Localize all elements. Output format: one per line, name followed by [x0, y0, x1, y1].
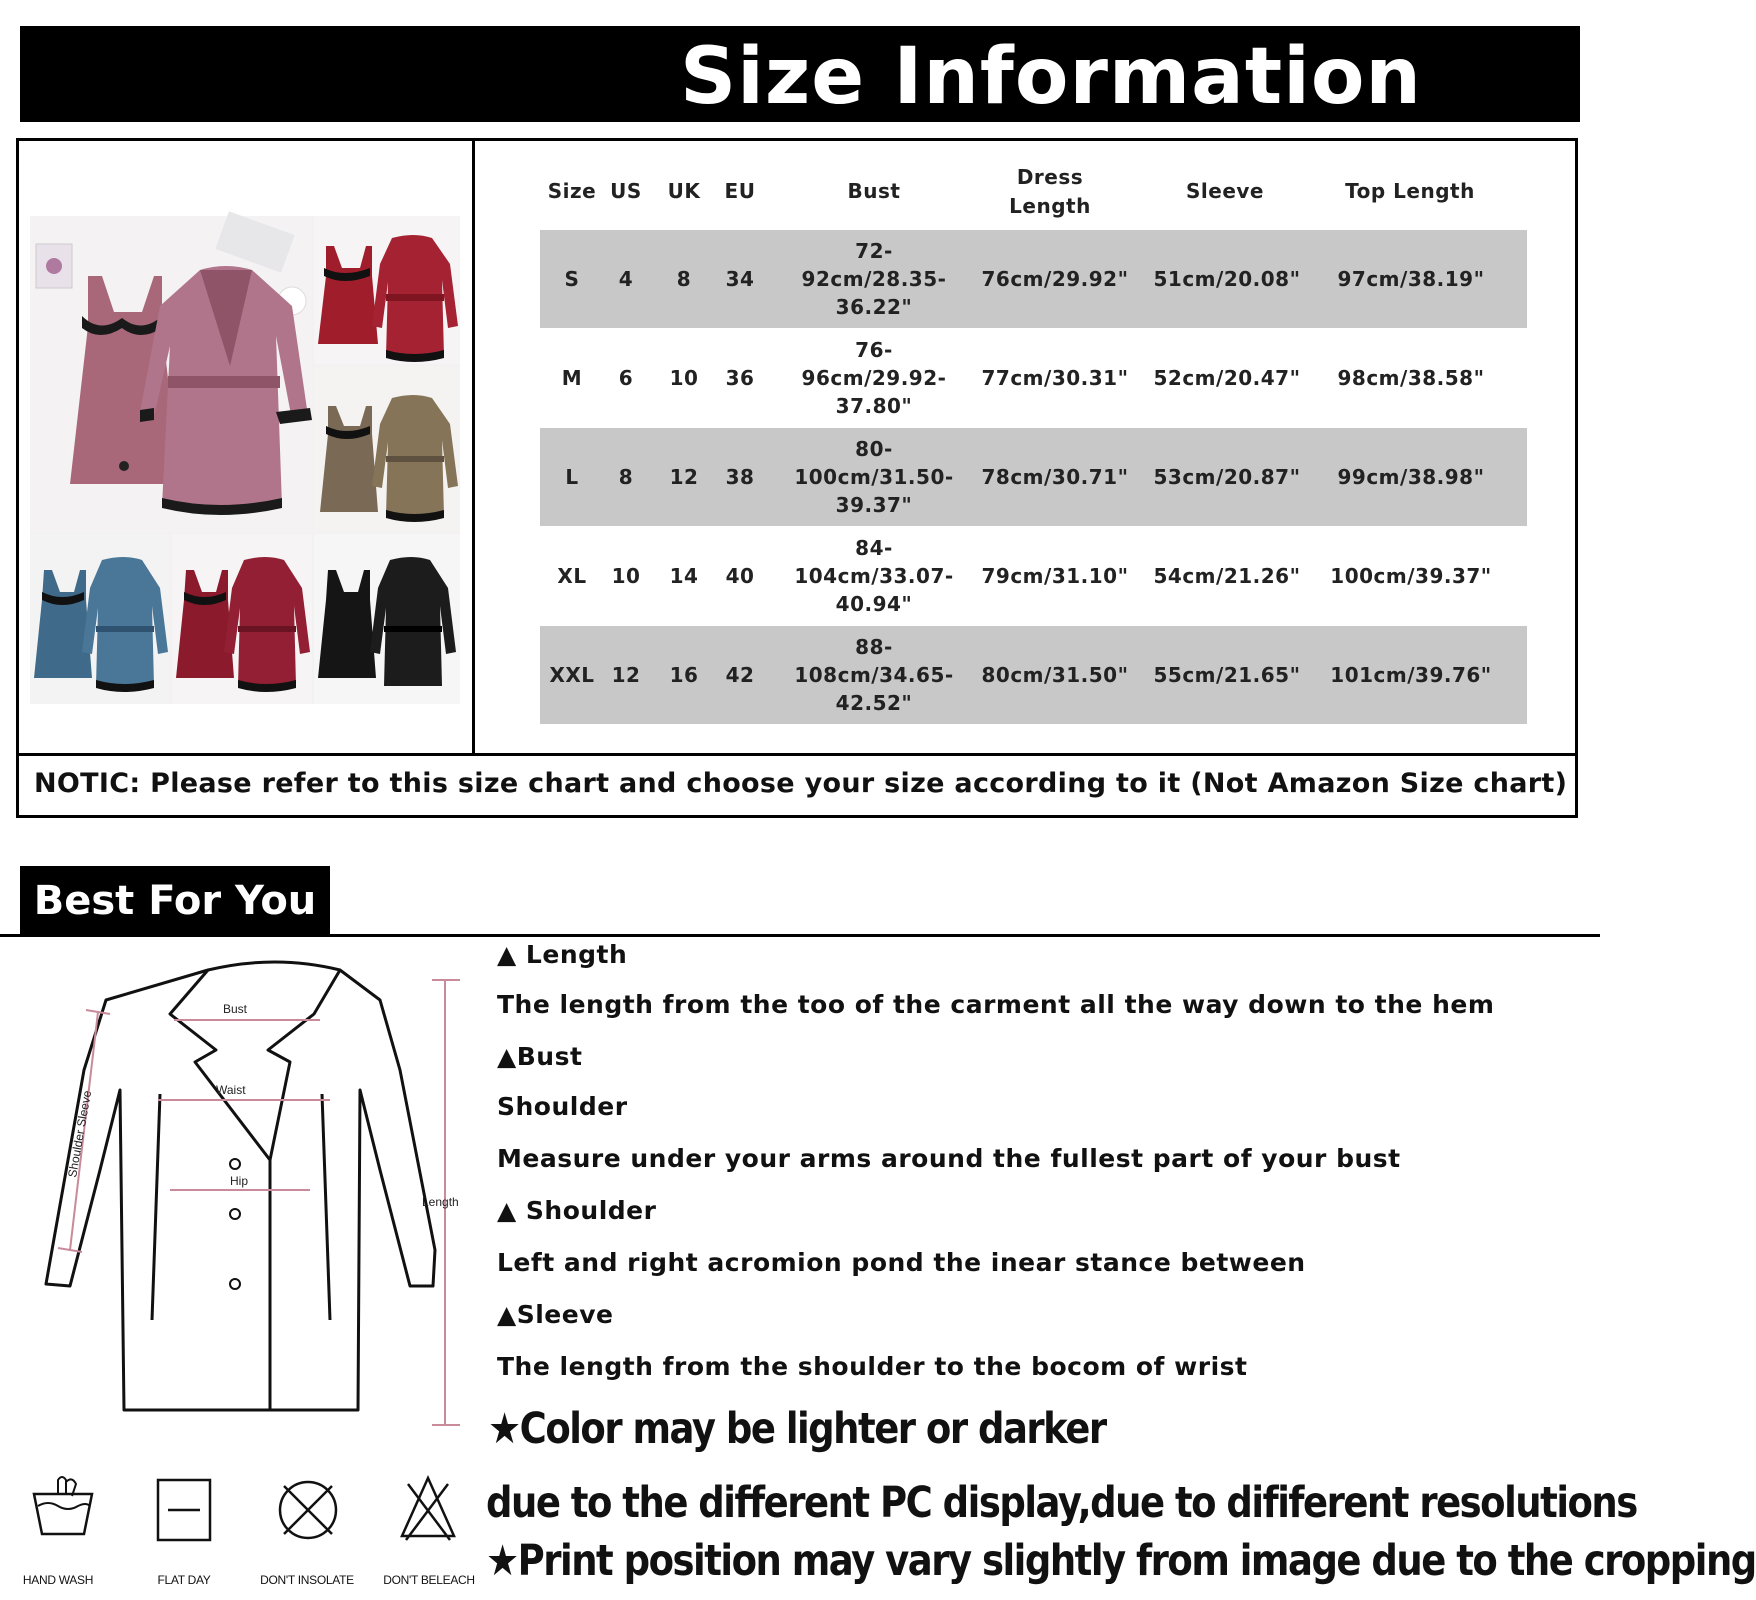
us-cell: 12	[611, 663, 641, 687]
section-tab	[20, 866, 330, 936]
table-row-xxl	[540, 626, 1527, 724]
column-header-top-length: Top Length	[1345, 179, 1475, 203]
column-header-sleeve: Sleeve	[1186, 179, 1264, 203]
column-header-us: US	[610, 179, 642, 203]
column-header-dress-length: Dress Length	[1009, 165, 1091, 218]
bust-subheading: Shoulder	[497, 1092, 628, 1121]
bust-description: Measure under your arms around the fullest part of your bust	[497, 1144, 1401, 1173]
size-cell: XL	[557, 564, 587, 588]
sleeve-cell: 54cm/21.26"	[1153, 564, 1301, 588]
bust-cell: 80- 100cm/31.50- 39.37"	[794, 437, 954, 517]
bust-cell: 88- 108cm/34.65- 42.52"	[794, 635, 954, 715]
top-length-cell: 97cm/38.19"	[1337, 267, 1485, 291]
table-row-s	[540, 230, 1527, 328]
measurement-diagram	[40, 950, 480, 1430]
waist-diagram-label: Waist	[216, 1083, 246, 1097]
size-chart-notice: NOTIC: Please refer to this size chart and choose your size according to it (Not Amazon Size chart)	[34, 768, 1568, 799]
column-header-eu: EU	[724, 179, 756, 203]
sleeve-cell: 53cm/20.87"	[1153, 465, 1301, 489]
top-length-cell: 98cm/38.58"	[1337, 366, 1485, 390]
hip-diagram-label: Hip	[230, 1174, 249, 1188]
dont-insolate-icon	[276, 1478, 340, 1542]
color-note-detail: due to the different PC display,due to dififerent resolutions	[486, 1478, 1637, 1528]
title-banner	[20, 26, 1580, 122]
product-photo-pink	[30, 216, 312, 532]
uk-cell: 16	[669, 663, 699, 687]
eu-cell: 38	[725, 465, 755, 489]
us-cell: 4	[618, 267, 634, 291]
sleeve-cell: 51cm/20.08"	[1153, 267, 1301, 291]
product-photo-khaki	[314, 366, 460, 532]
size-cell: L	[565, 465, 579, 489]
bust-heading: ▲Bust	[497, 1042, 583, 1071]
eu-cell: 34	[725, 267, 755, 291]
us-cell: 10	[611, 564, 641, 588]
product-photo-red	[314, 216, 460, 364]
uk-cell: 8	[676, 267, 692, 291]
product-photo-collage	[30, 216, 460, 704]
sleeve-description: The length from the shoulder to the bocom of wrist	[497, 1352, 1248, 1381]
product-photo-blue	[30, 534, 170, 704]
eu-cell: 40	[725, 564, 755, 588]
flat-dry-label: FLAT DAY	[157, 1573, 211, 1587]
frame-divider	[16, 753, 1578, 756]
page-title: Size Information	[680, 32, 1422, 122]
dress-length-cell: 76cm/29.92"	[981, 267, 1129, 291]
table-row-xl	[540, 527, 1527, 625]
print-note: ★Print position may vary slightly from image due to the cropping	[486, 1536, 1756, 1586]
bust-diagram-label: Bust	[223, 1002, 248, 1016]
dont-bleach-label: DON'T BELEACH	[383, 1573, 475, 1587]
us-cell: 8	[618, 465, 634, 489]
flat-dry-icon	[156, 1478, 212, 1542]
hand-wash-label: HAND WASH	[22, 1573, 94, 1587]
table-row-m	[540, 329, 1527, 427]
product-photo-wine	[172, 534, 312, 704]
uk-cell: 12	[669, 465, 699, 489]
color-note: ★Color may be lighter or darker	[488, 1404, 1106, 1454]
sleeve-cell: 55cm/21.65"	[1153, 663, 1301, 687]
column-header-size: Size	[547, 179, 597, 203]
dress-length-cell: 79cm/31.10"	[981, 564, 1129, 588]
dress-length-cell: 78cm/30.71"	[981, 465, 1129, 489]
shoulder-heading: ▲ Shoulder	[497, 1196, 657, 1225]
eu-cell: 42	[725, 663, 755, 687]
bust-cell: 84- 104cm/33.07- 40.94"	[794, 536, 954, 616]
table-row-l	[540, 428, 1527, 526]
bust-cell: 72- 92cm/28.35- 36.22"	[801, 239, 947, 319]
us-cell: 6	[618, 366, 634, 390]
hand-wash-icon	[30, 1472, 96, 1542]
frame-divider	[472, 138, 475, 755]
length-diagram-label: Length	[422, 1195, 459, 1209]
size-cell: XXL	[549, 663, 595, 687]
dont-insolate-label: DON'T INSOLATE	[260, 1573, 354, 1587]
column-header-bust: Bust	[847, 179, 901, 203]
eu-cell: 36	[725, 366, 755, 390]
size-cell: S	[564, 267, 580, 291]
top-length-cell: 99cm/38.98"	[1337, 465, 1485, 489]
top-length-cell: 100cm/39.37"	[1330, 564, 1492, 588]
top-length-cell: 101cm/39.76"	[1330, 663, 1492, 687]
size-cell: M	[561, 366, 583, 390]
length-heading: ▲ Length	[497, 940, 628, 969]
column-header-uk: UK	[667, 179, 701, 203]
shoulder-sleeve-diagram-label: Shoulder Sleeve	[65, 1089, 95, 1179]
dont-bleach-icon	[398, 1474, 458, 1542]
section-title: Best For You	[33, 878, 317, 924]
shoulder-description: Left and right acromion pond the inear stance between	[497, 1248, 1306, 1277]
product-photo-black	[314, 534, 460, 704]
sleeve-cell: 52cm/20.47"	[1153, 366, 1301, 390]
bust-cell: 76- 96cm/29.92- 37.80"	[801, 338, 947, 418]
dress-length-cell: 77cm/30.31"	[981, 366, 1129, 390]
length-description: The length from the too of the carment all the way down to the hem	[497, 990, 1495, 1019]
uk-cell: 10	[669, 366, 699, 390]
sleeve-heading: ▲Sleeve	[497, 1300, 614, 1329]
uk-cell: 14	[669, 564, 699, 588]
dress-length-cell: 80cm/31.50"	[981, 663, 1129, 687]
